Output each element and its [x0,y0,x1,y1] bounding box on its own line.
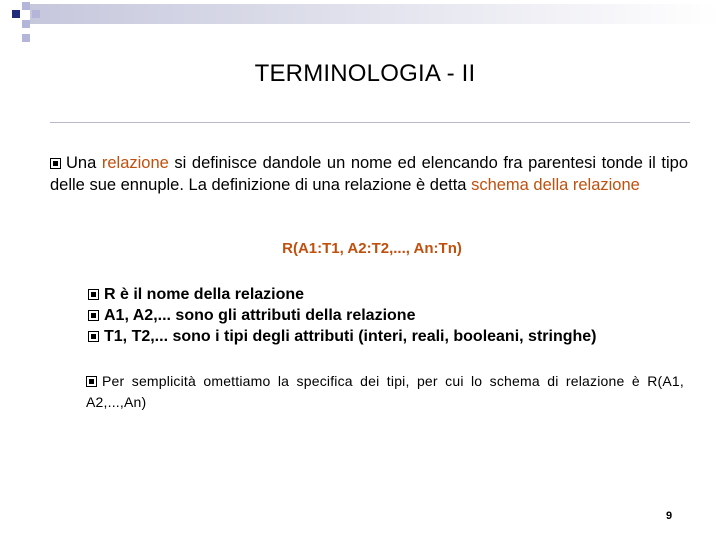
slide-title: TERMINOLOGIA - II [254,60,476,87]
note-text: Per semplicità omettiamo la specifica dei tipi, per cui lo schema di relazione è R(A1, A2,...,An) [86,373,684,410]
intro-paragraph [50,152,688,196]
intro-term-relazione: relazione [101,154,169,172]
note-paragraph [86,371,684,413]
header-decoration [0,0,720,50]
intro-term-schema: schema della relazione [471,176,640,194]
definition-list [88,284,688,347]
bullet-icon [88,310,99,321]
list-item [88,305,688,326]
bullet-icon [88,331,99,342]
title-divider [50,122,690,123]
list-item [88,326,688,347]
intro-text-1: Una [66,154,102,172]
list-item-text: R è il nome della relazione [104,286,305,303]
schema-formula: R(A1:T1, A2:T2,..., An:Tn) [282,240,462,257]
page-number: 9 [666,510,673,522]
bullet-icon [88,289,99,300]
list-item [88,284,688,305]
intro-text-2: si definisce dandole un nome ed elencando fra parentesi tonde il tipo delle sue ennuple. La definizione di una relazione è detta [50,154,689,194]
list-item-text: A1, A2,... sono gli attributi della relazione [104,307,416,324]
bullet-icon [86,376,97,387]
bullet-icon [50,158,61,169]
list-item-text: T1, T2,... sono i tipi degli attributi (interi, reali, booleani, stringhe) [104,328,597,345]
